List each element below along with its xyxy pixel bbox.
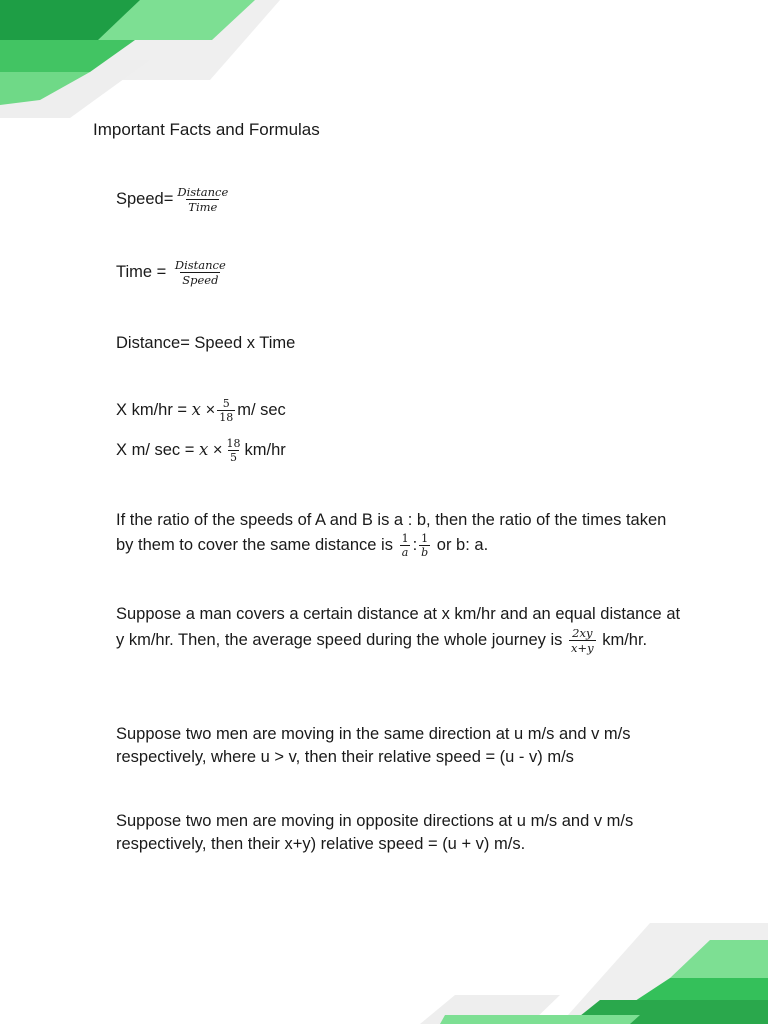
- bottom-dark-green-band: [570, 1000, 768, 1024]
- kmhr-fraction: [217, 397, 235, 424]
- average-speed-text: Suppose a man covers a certain distance at x km/hr and an equal distance at y km/hr. Then, the average speed during the whole journey is: [116, 605, 681, 649]
- ratio-fraction-2-denominator: b: [421, 546, 429, 559]
- ms-prefix: X m/ sec =: [116, 440, 195, 459]
- ratio-fraction-1-numerator: 1: [401, 532, 409, 545]
- top-grey-band: [0, 0, 280, 80]
- ratio-colon: :: [412, 535, 418, 554]
- page-title: Important Facts and Formulas: [93, 120, 320, 139]
- same-direction-paragraph: Suppose two men are moving in the same direction at u m/s and v m/s respectively, where u > v, then their relative speed = (u - v) m/s: [116, 725, 631, 766]
- bottom-pale-green-strip: [440, 1015, 640, 1024]
- average-speed-unit: km/hr.: [602, 630, 648, 649]
- time-formula: [116, 258, 230, 287]
- top-grey-band-2: [0, 60, 150, 118]
- top-light-green-band: [20, 0, 255, 40]
- ms-times-sign: ×: [212, 440, 223, 459]
- ms-denominator: 5: [230, 451, 238, 464]
- average-speed-fraction: [569, 626, 596, 655]
- kmhr-prefix: X km/hr =: [116, 400, 188, 419]
- ms-numerator: 18: [226, 437, 241, 450]
- speed-formula: [116, 185, 232, 214]
- ratio-fraction-1-denominator: a: [401, 546, 409, 559]
- kmhr-suffix: m/ sec: [237, 400, 286, 419]
- speed-fraction: [175, 185, 230, 214]
- kmhr-times-sign: ×: [205, 400, 216, 419]
- speed-denominator: Time: [188, 200, 218, 214]
- kmhr-variable: x: [191, 399, 201, 419]
- bottom-grey-band: [560, 923, 768, 1024]
- kmhr-denominator: 18: [219, 411, 234, 424]
- kmhr-numerator: 5: [222, 397, 230, 410]
- ratio-fact-paragraph: [116, 509, 686, 559]
- ms-suffix: km/hr: [244, 440, 286, 459]
- top-dark-green-band: [0, 0, 140, 40]
- ms-fraction: [225, 437, 243, 464]
- bottom-mid-green-band: [600, 978, 768, 1024]
- time-denominator: Speed: [182, 273, 219, 287]
- average-speed-numerator: 2xy: [572, 626, 593, 640]
- average-speed-denominator: x+y: [570, 641, 594, 655]
- ratio-fact-text: If the ratio of the speeds of A and B is a : b, then the ratio of the times taken by them to cover the same distance is: [116, 511, 667, 554]
- ms-variable: x: [199, 439, 209, 459]
- bottom-grey-band-2: [420, 995, 560, 1024]
- time-fraction: [173, 258, 228, 287]
- speed-numerator: Distance: [177, 185, 229, 199]
- opposite-direction-paragraph: Suppose two men are moving in opposite directions at u m/s and v m/s respectively, then their x+y) relative speed = (u + v) m/s.: [116, 812, 634, 853]
- time-numerator: Distance: [174, 258, 226, 272]
- top-green-tail: [0, 72, 90, 105]
- ratio-fact-ending: or b: a.: [436, 535, 489, 554]
- ms-to-kmhr-formula: [116, 437, 286, 464]
- speed-label: Speed=: [116, 189, 174, 208]
- bottom-light-green-band: [670, 940, 768, 978]
- average-speed-paragraph: [116, 603, 686, 655]
- ratio-fraction-2-numerator: 1: [421, 532, 429, 545]
- ratio-fraction-2: [419, 532, 430, 559]
- ratio-fraction-1: [400, 532, 411, 559]
- distance-formula: Distance= Speed x Time: [116, 334, 296, 352]
- kmhr-to-ms-formula: [116, 397, 286, 424]
- time-label: Time =: [116, 262, 167, 281]
- top-mid-green-band: [0, 40, 135, 72]
